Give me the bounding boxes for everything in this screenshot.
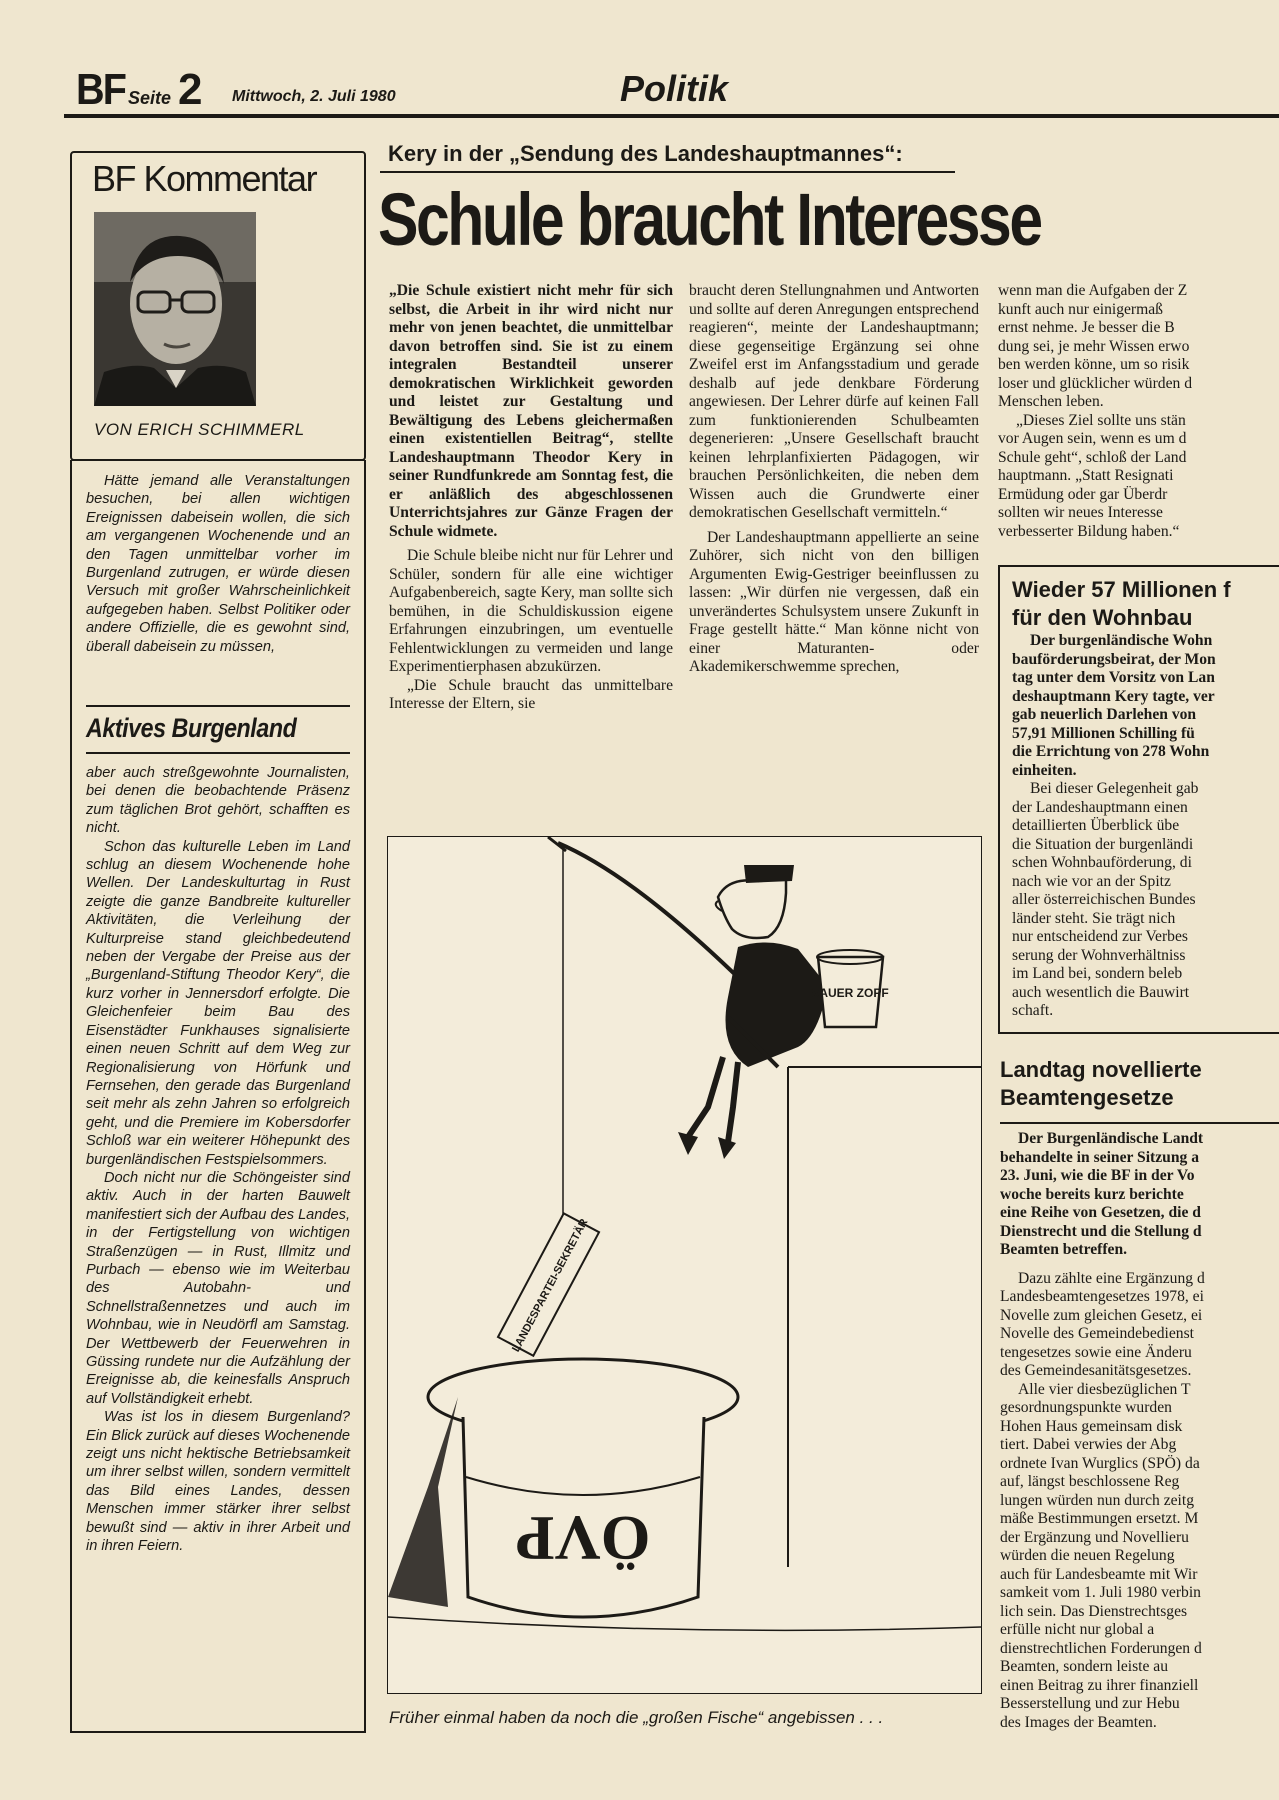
text-line: bauförderungsbeirat, der Mon bbox=[1012, 650, 1216, 668]
text-line: auch für Landesbeamte mit Wir bbox=[1000, 1565, 1198, 1583]
text-line: woche bereits kurz berichte bbox=[1000, 1185, 1184, 1203]
text-line: serung der Wohnverhältniss bbox=[1012, 946, 1186, 964]
text-line: lich sein. Das Dienstrechtsges bbox=[1000, 1602, 1188, 1620]
commentary-body bbox=[86, 764, 350, 1555]
sidebar-headline-line: Wieder 57 Millionen f bbox=[1012, 577, 1231, 602]
text-line: einheiten. bbox=[1012, 761, 1077, 779]
author-photo bbox=[94, 212, 256, 406]
text-line: Landesbeamtengesetzes 1978, ei bbox=[1000, 1288, 1204, 1305]
text-line: Hohen Haus gemeinsam disk bbox=[1000, 1417, 1183, 1435]
page-number: 2 bbox=[178, 65, 203, 114]
text-line: samkeit vom 1. Juli 1980 verbin bbox=[1000, 1584, 1201, 1601]
commentary-paragraph: Hätte jemand alle Veranstaltungen besuchen, bei allen wichtigen Ereignissen dabeisein wollen, die sich am vergangenen Wochenende und an den Tagen unmittelbar vorher im Burgenland zutrugen, er würde diesen Versuch mit großer Wahrscheinlichkeit aufgegeben haben. Selbst Politiker oder andere Offizielle, die es gewohnt sind, überall dabeisein zu müssen, bbox=[86, 473, 350, 655]
text-line: Menschen leben. bbox=[998, 393, 1104, 410]
text-line: 23. Juni, wie die BF in der Vo bbox=[1000, 1167, 1195, 1184]
text-line: Alle vier diesbezüglichen T bbox=[1018, 1380, 1191, 1398]
text-line: würden die neuen Regelung bbox=[1000, 1547, 1175, 1564]
commentary-title: BF Kommentar bbox=[92, 158, 317, 199]
commentary-paragraph: Schon das kulturelle Leben im Land schlug an diesem Wochenende hohe Wellen. Der Landeskulturtag in Rust zeigte die ganze Bandbreite kultureller Aktivitäten, die Verleihung der Kulturpreise stand gleichbedeutend neben der Vergabe der Preise aus der „Burgenland-Stiftung Theodor Kery“, die kurz vorher in Jennersdorf erfolgte. Die Gleichenfeier beim Bau des Eisenstädter Funkhauses signalisierte einen neuen Schritt auf dem Weg zur Regionalisierung von Hörfunk und Fernsehen, den gerade das Burgenland seit mehr als zehn Jahren so erfolgreich geht, und die Premiere im Kobersdorfer Schloß war ein weiterer Höhepunkt des burgenländischen Festspielsommers. bbox=[86, 838, 350, 1168]
text-line: sollten wir neues Interesse bbox=[998, 504, 1163, 521]
commentary-intro bbox=[86, 472, 350, 656]
text-line: der Ergänzung und Novellieru bbox=[1000, 1528, 1189, 1546]
commentary-paragraph: Was ist los in diesem Burgenland? Ein Blick zurück auf dieses Wochenende zeigt uns nicht hektische Betriebsamkeit um ihrer selbst willen, sondern vermittelt das Bild eines Landes, dessen Menschen immer stärker ihrer selbst bewußt sind — aktiv in ihrer Arbeit und in ihren Feiern. bbox=[86, 1409, 350, 1555]
text-line: eine Reihe von Gesetzen, die d bbox=[1000, 1204, 1201, 1221]
text-line: Beamten, sondern leiste au bbox=[1000, 1658, 1169, 1675]
text-line: tag unter dem Vorsitz von Lan bbox=[1012, 669, 1215, 686]
article-column-2 bbox=[689, 282, 979, 677]
text-line: länder steht. Sie trägt nich bbox=[1012, 909, 1176, 927]
text-line: gab neuerlich Darlehen von bbox=[1012, 706, 1197, 723]
divider bbox=[86, 752, 350, 754]
issue-date: Mittwoch, 2. Juli 1980 bbox=[232, 88, 396, 105]
landtag-text bbox=[1000, 1130, 1279, 1732]
text-line: die Errichtung von 278 Wohn bbox=[1012, 743, 1210, 760]
article-column-1 bbox=[389, 282, 673, 714]
text-line: behandelte in seiner Sitzung a bbox=[1000, 1148, 1199, 1166]
text-line: des Gemeindesanitätsgesetzes. bbox=[1000, 1362, 1192, 1379]
text-line: hauptmann. „Statt Resignati bbox=[998, 467, 1174, 484]
text-line: ordnete Ivan Wurglics (SPÖ) da bbox=[1000, 1454, 1200, 1472]
article-paragraph: Der Landeshauptmann appellierte an seine Zuhörer, sich nicht von den billigen Argumenten Ewig-Gestriger beeinflussen zu lassen: „Wir dürfen nie vergessen, daß ein unverändertes Schulsystem unsere Zukunft in Frage gestellt hätte.“ Man könne nicht von einer Maturanten- oder Akademikerschwemme sprechen, bbox=[689, 528, 979, 675]
text-line: Bei dieser Gelegenheit gab bbox=[1030, 780, 1199, 797]
text-line: loser und glücklicher würden d bbox=[998, 374, 1193, 392]
text-line: wenn man die Aufgaben der Z bbox=[998, 282, 1188, 299]
sidebar-text bbox=[1012, 632, 1279, 1021]
article-paragraph: Die Schule bleibe nicht nur für Lehrer und Schüler, sondern für alle eine wichtiger Aufgabenbereich, sagte Kery, man sollte sich bemühen, in die Schuldiskussion eigene Erfahrungen einzubringen, um eventuelle Fehlentwicklungen zu vermeiden und lange Experimentierphasen abzukürzen. bbox=[389, 547, 673, 675]
landtag-headline-line: Landtag novellierte bbox=[1000, 1057, 1202, 1082]
commentary-subhead: Aktives Burgenland bbox=[86, 713, 297, 743]
text-line: der Landeshauptmann einen bbox=[1012, 798, 1188, 816]
text-line: auf, längst beschlossene Reg bbox=[1000, 1473, 1180, 1490]
commentary-paragraph: Doch nicht nur die Schöngeister sind aktiv. Auch in der harten Bauwelt manifestiert sich der Aufbau des Landes, in der Fertigstellung von wichtigen Straßenzügen — in Rust, Illmitz und Purbach — ebenso wie im Weiterbau des Autobahn- und Schnellstraßennetzes und auch im Wohnbau, wie in Neudörfl am Samstag. Der Wettbewerb der Feuerwehren in Güssing rundete nur die Aufzählung der Ereignisse ab, die keinesfalls Anspruch auf Vollständigkeit erhebt. bbox=[86, 1169, 350, 1407]
text-line: 57,91 Millionen Schilling fü bbox=[1012, 724, 1195, 742]
section-title: Politik bbox=[620, 68, 729, 109]
text-line: Novelle zum gleichen Gesetz, ei bbox=[1000, 1306, 1203, 1324]
cartoon-bucket-label: SAUER ZOPF bbox=[811, 986, 889, 1000]
text-line: nach wie vor an der Spitz bbox=[1012, 872, 1171, 890]
text-line: aller österreichischen Bundes bbox=[1012, 891, 1196, 908]
page-label: Seite bbox=[128, 88, 172, 108]
cartoon-caption: Früher einmal haben da noch die „großen Fische“ angebissen . . . bbox=[389, 1708, 884, 1727]
text-line: Der burgenländische Wohn bbox=[1030, 632, 1213, 649]
landtag-headline-line: Beamtengesetze bbox=[1000, 1085, 1174, 1110]
article-column-3 bbox=[998, 282, 1279, 541]
sidebar-headline bbox=[1012, 576, 1231, 632]
article-paragraph: braucht deren Stellungnahmen und Antworten und sollte auf deren Anregungen entsprechend reagieren“, meinte der Landeshauptmann; diese gegenseitige Ergänzung sei ohne Zweifel erst im Anfangsstadium und gerade deshalb auf jede denkbare Förderung angewiesen. Der Lehrer dürfe auf keinen Fall zum funktionierenden Schulbeamten degenerieren: „Unsere Gesellschaft braucht keinen lehrplanfixierten Pädagogen, wir brauchen Persönlichkeiten, die neben dem Wissen auch die Grundwerte einer demokratischen Gesellschaft vermitteln.“ bbox=[689, 282, 979, 521]
text-line: einen Beitrag zu ihrer finanziell bbox=[1000, 1676, 1199, 1694]
article-paragraph: „Die Schule braucht das unmittelbare Interesse der Eltern, sie bbox=[389, 676, 673, 712]
divider bbox=[1000, 1122, 1279, 1124]
cartoon-tag-label: LANDESPARTEI-SEKRETÄR bbox=[510, 1216, 591, 1355]
author-byline: VON ERICH SCHIMMERL bbox=[94, 420, 305, 439]
political-cartoon bbox=[387, 836, 982, 1694]
text-line: „Dieses Ziel sollte uns stän bbox=[1016, 411, 1186, 429]
divider bbox=[86, 705, 350, 707]
text-line: Dienstrecht und die Stellung d bbox=[1000, 1222, 1202, 1240]
sidebar-headline-line: für den Wohnbau bbox=[1012, 605, 1193, 630]
commentary-paragraph: aber auch streßgewohnte Journalisten, bei denen die beobachtende Präsenz zum täglichen Brot gehört, schafften es nicht. bbox=[86, 765, 350, 837]
article-headline: Schule braucht Interesse bbox=[378, 178, 1041, 261]
article-lead: „Die Schule existiert nicht mehr für sich selbst, die Arbeit in ihr wird nicht nur mehr von jenen beachtet, die unmittelbar davon betroffen sind. Sie ist zu einem integralen Bestandteil unserer demokratischen Wirklichkeit geworden und leistet zur Gestaltung und Bewältigung des Lebens gleichermaßen einen existentiellen Beitrag“, stellte Landeshauptmann Theodor Kery in seiner Rundfunkrede am Sonntag fest, die er anläßlich des abgeschlossenen Unterrichtsjahres zur Gänze Fragen der Schule widmete. bbox=[389, 282, 673, 540]
header-rule bbox=[64, 114, 1279, 118]
text-line: dung sei, je mehr Wissen erwo bbox=[998, 337, 1190, 355]
text-line: im Land bei, sondern beleb bbox=[1012, 965, 1183, 982]
newspaper-logo: BF bbox=[76, 65, 126, 114]
text-line: gesordnungspunkte wurden bbox=[1000, 1399, 1172, 1416]
text-line: nur entscheidend zur Verbes bbox=[1012, 928, 1188, 945]
text-line: des Images der Beamten. bbox=[1000, 1713, 1157, 1731]
text-line: Ermüdung oder gar Überdr bbox=[998, 485, 1168, 503]
text-line: deshauptmann Kery tagte, ver bbox=[1012, 687, 1215, 705]
text-line: Der Burgenländische Landt bbox=[1018, 1130, 1204, 1147]
text-line: schen Wohnbauförderung, di bbox=[1012, 854, 1192, 871]
text-line: auch wesentlich die Bauwirt bbox=[1012, 983, 1190, 1001]
text-line: verbesserter Bildung haben.“ bbox=[998, 522, 1180, 540]
text-line: Dazu zählte eine Ergänzung d bbox=[1018, 1269, 1205, 1287]
text-line: schaft. bbox=[1012, 1002, 1054, 1019]
text-line: lungen würden nun durch zeitg bbox=[1000, 1491, 1195, 1509]
text-line: ben werden könne, um so risik bbox=[998, 356, 1190, 373]
text-line: ernst nehme. Je besser die B bbox=[998, 319, 1175, 336]
text-line: die Situation der burgenländi bbox=[1012, 835, 1194, 853]
text-line: dienstrechtlichen Forderungen d bbox=[1000, 1639, 1202, 1657]
text-line: kunft auch nur einigermaß bbox=[998, 300, 1163, 318]
text-line: Beamten betreffen. bbox=[1000, 1241, 1128, 1258]
text-line: detaillierten Überblick übe bbox=[1012, 817, 1180, 834]
text-line: mäße Bestimmungen ersetzt. M bbox=[1000, 1510, 1199, 1527]
kicker-rule bbox=[380, 171, 955, 173]
text-line: Besserstellung und zur Hebu bbox=[1000, 1695, 1180, 1712]
article-kicker: Kery in der „Sendung des Landeshauptmannes“: bbox=[388, 141, 903, 166]
cartoon-hat-label: ÖVP bbox=[515, 1503, 651, 1574]
text-line: tengesetzes sowie eine Änderu bbox=[1000, 1343, 1192, 1361]
text-line: erfülle nicht nur global a bbox=[1000, 1621, 1155, 1638]
text-line: Schule geht“, schloß der Land bbox=[998, 448, 1187, 466]
text-line: tiert. Dabei verwies der Abg bbox=[1000, 1436, 1177, 1453]
text-line: vor Augen sein, wenn es um d bbox=[998, 430, 1187, 447]
text-line: Novelle des Gemeindebedienst bbox=[1000, 1325, 1194, 1342]
landtag-headline bbox=[1000, 1056, 1202, 1112]
